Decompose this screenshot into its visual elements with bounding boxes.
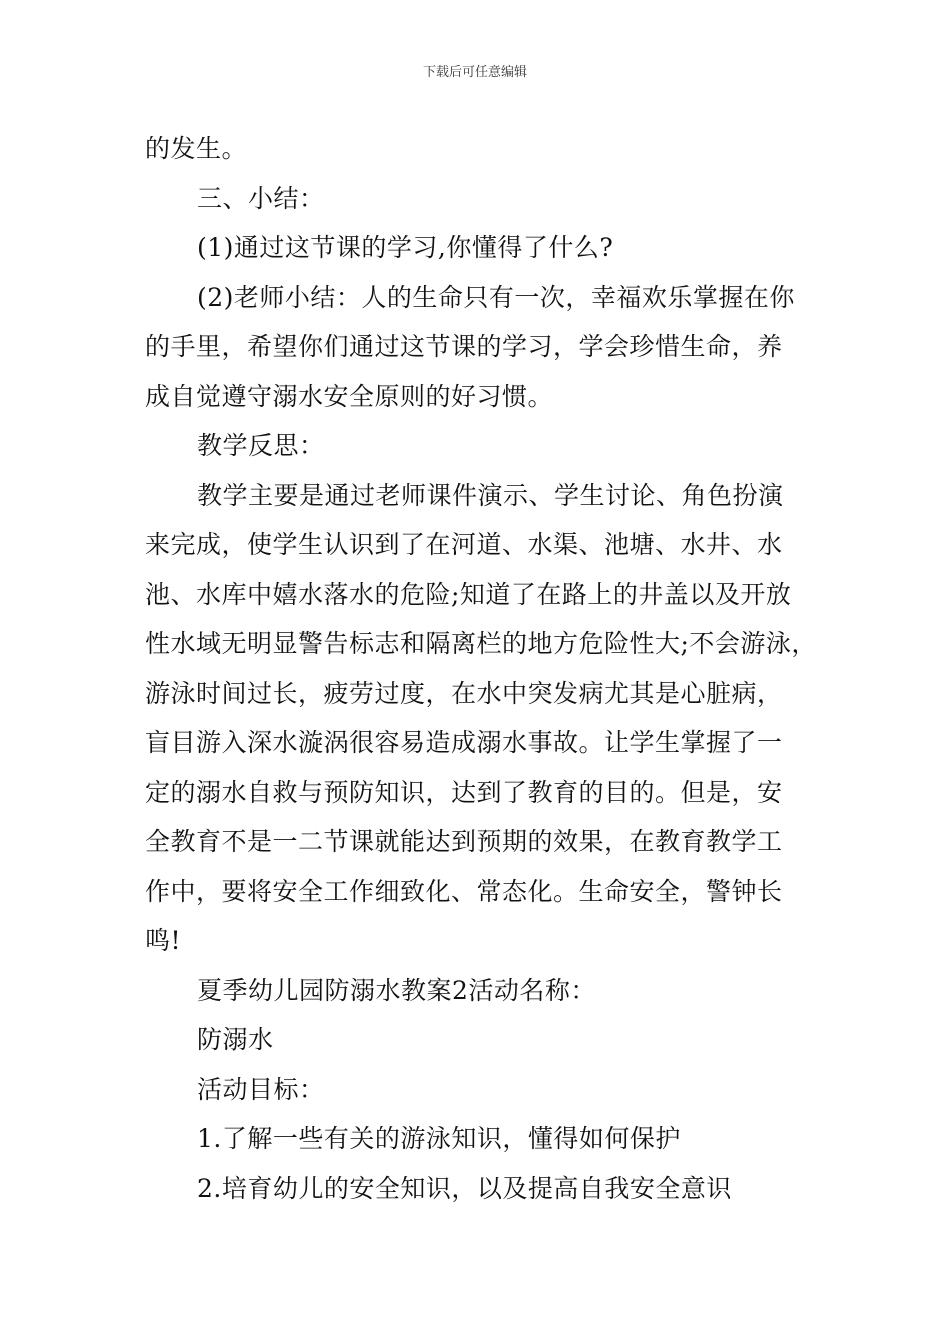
- page-header: 下载后可任意编辑: [422, 65, 527, 80]
- text-line: 作中，要将安全工作细致化、常态化。生命安全，警钟长: [145, 876, 783, 906]
- text-line: 盲目游入深水漩涡很容易造成溺水事故。让学生掌握了一: [145, 728, 783, 757]
- text-line: 游泳时间过长，疲劳过度，在水中突发病尤其是心脏病，: [145, 678, 783, 708]
- text-line: 全教育不是一二节课就能达到预期的效果，在教育教学工: [145, 827, 783, 856]
- text-line: 的手里，希望你们通过这节课的学习，学会珍惜生命，养: [145, 332, 783, 361]
- text-line: 成自觉遵守溺水安全原则的好习惯。: [145, 381, 554, 411]
- text-line: 性水域无明显警告标志和隔离栏的地方危险性大;不会游泳，: [145, 629, 817, 658]
- text-line: 防溺水: [197, 1025, 274, 1054]
- document-body: [145, 124, 825, 1213]
- text-line: (2)老师小结：人的生命只有一次，幸福欢乐掌握在你: [197, 282, 795, 312]
- text-line: 池、水库中嬉水落水的危险;知道了在路上的井盖以及开放: [145, 579, 792, 609]
- text-line: (1)通过这节课的学习,你懂得了什么?: [197, 233, 614, 262]
- text-line: 2.培育幼儿的安全知识，以及提高自我安全意识: [197, 1173, 732, 1203]
- text-line: 教学主要是通过老师课件演示、学生讨论、角色扮演: [197, 480, 784, 510]
- text-line: 鸣!: [145, 926, 182, 955]
- text-line: 1.了解一些有关的游泳知识，懂得如何保护: [197, 1124, 681, 1153]
- text-line: 夏季幼儿园防溺水教案2活动名称：: [197, 975, 596, 1005]
- text-line: 来完成，使学生认识到了在河道、水渠、池塘、水井、水: [145, 530, 783, 559]
- text-line: 教学反思：: [197, 431, 325, 460]
- text-line: 三、小结：: [197, 183, 325, 213]
- text-line: 定的溺水自救与预防知识，达到了教育的目的。但是，安: [145, 777, 783, 807]
- text-line: 的发生。: [145, 134, 248, 163]
- text-line: 活动目标：: [197, 1074, 325, 1104]
